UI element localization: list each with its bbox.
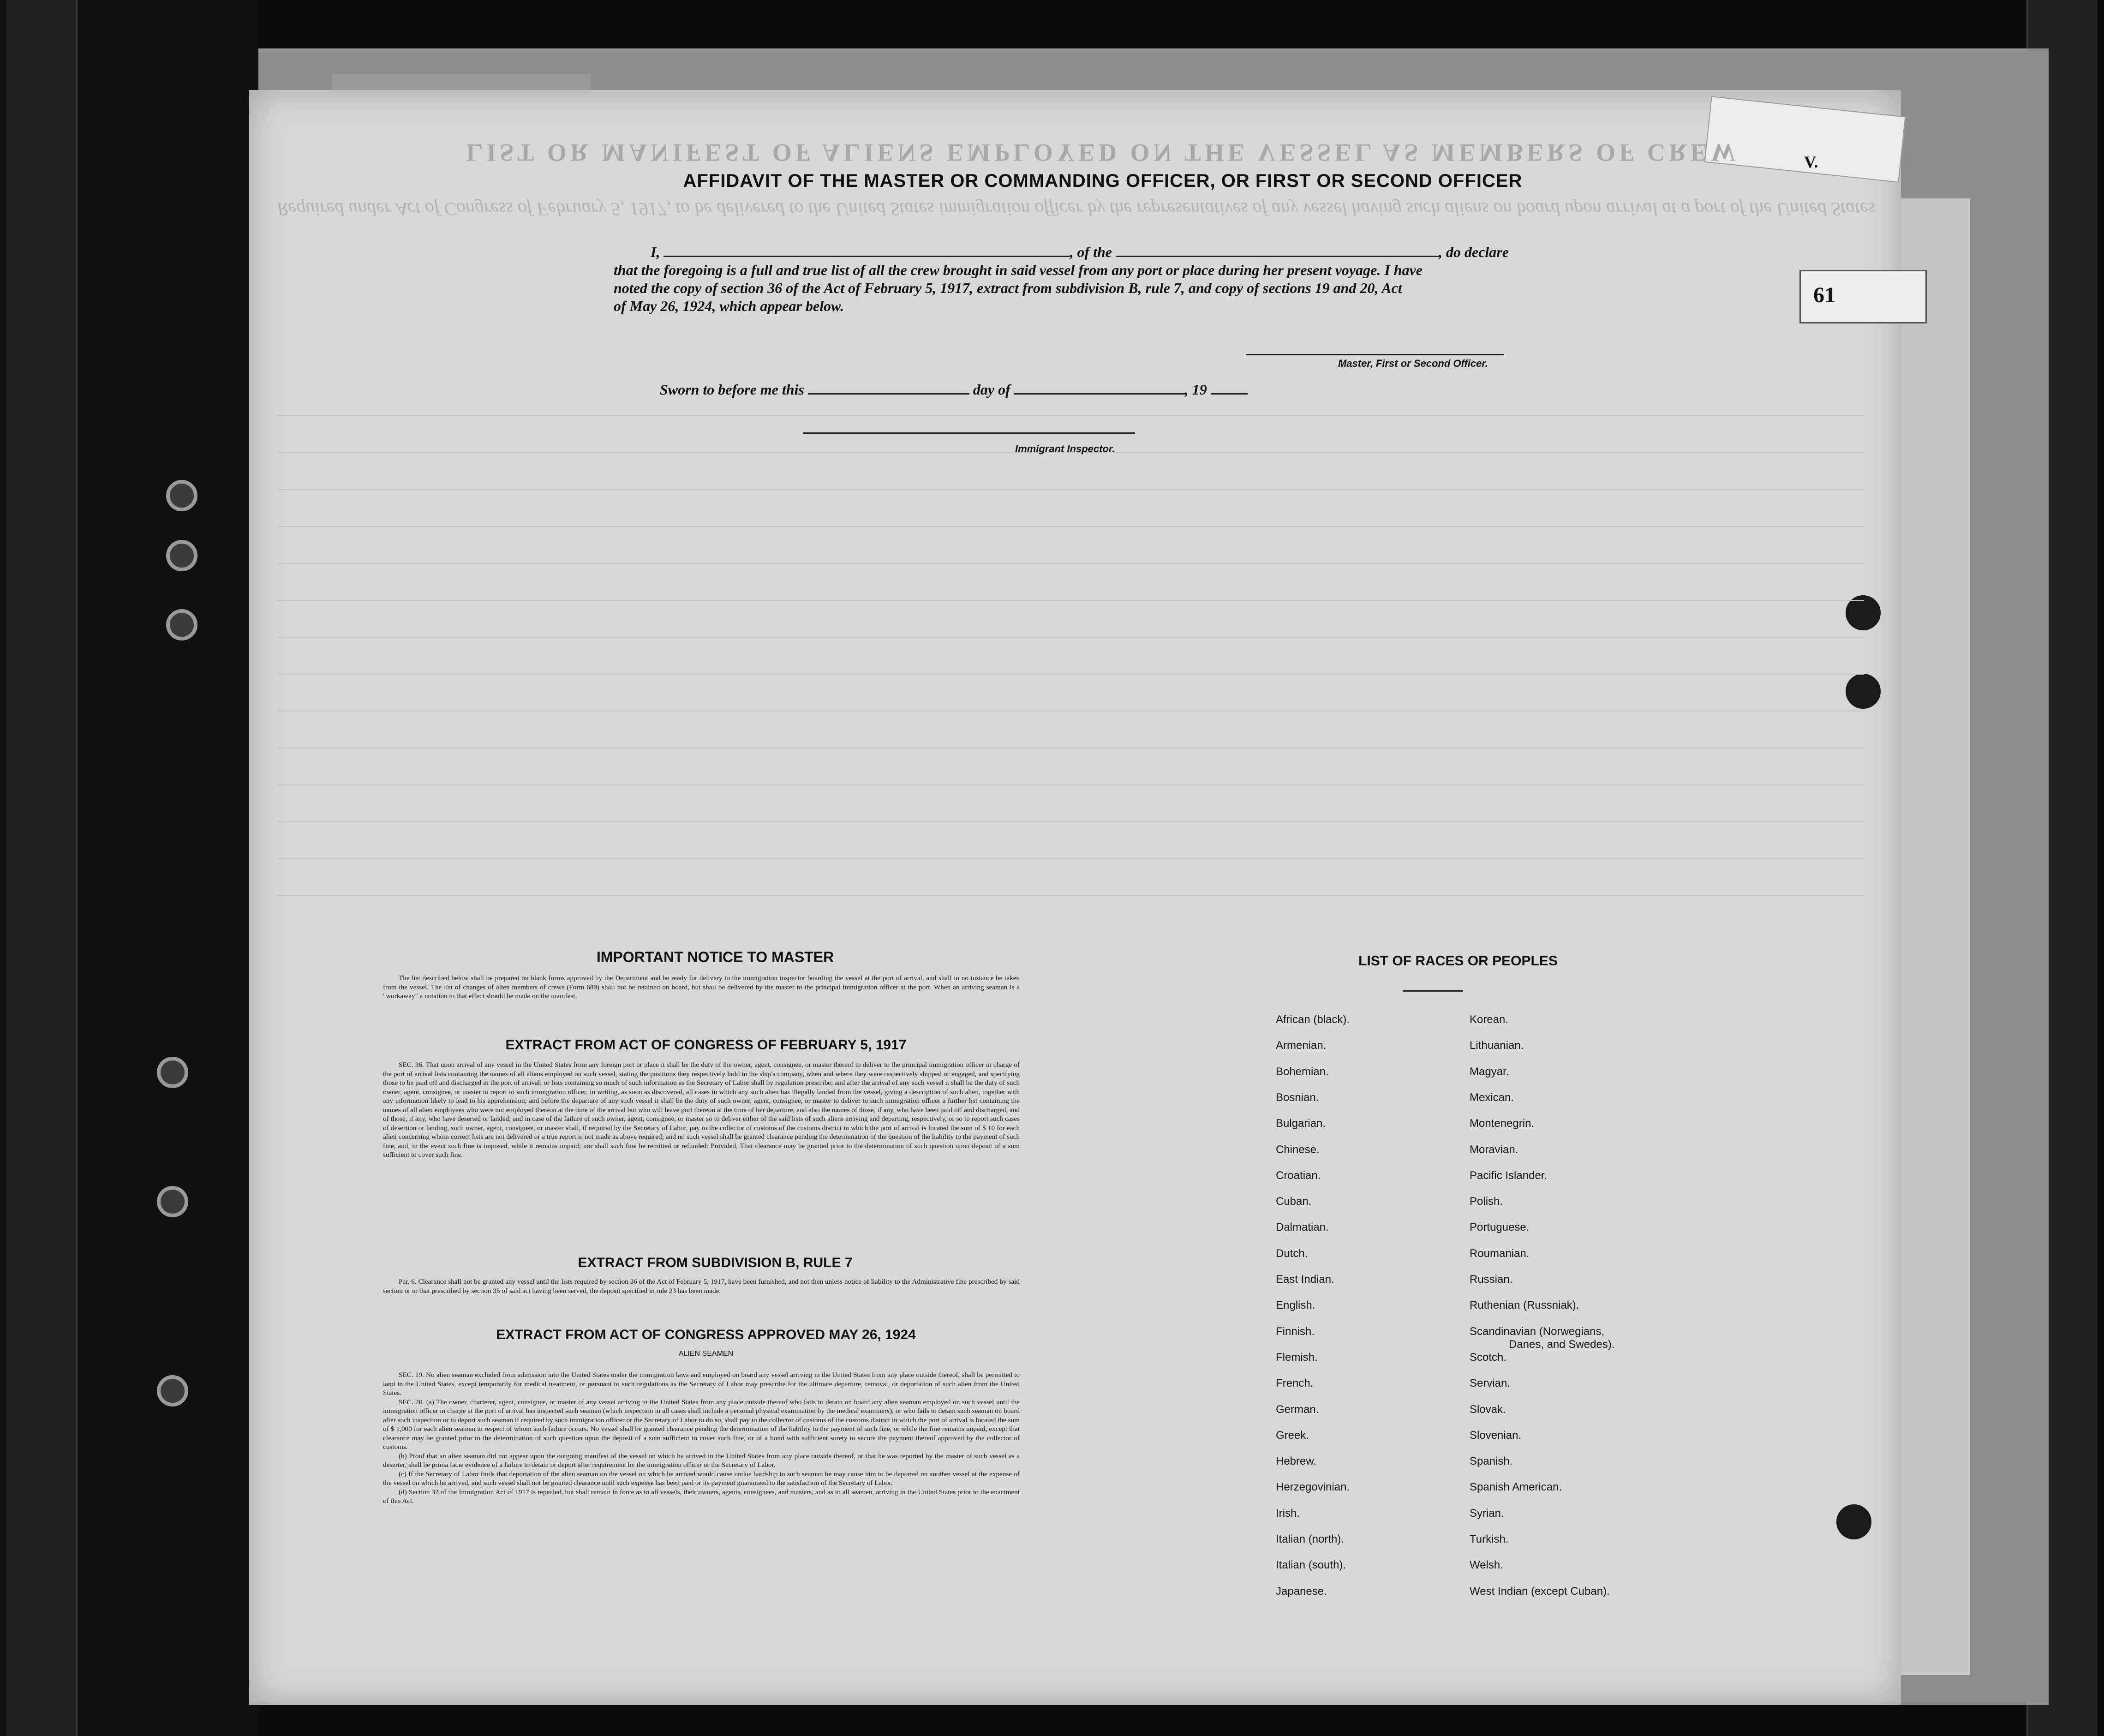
binding-hole-icon <box>157 1375 188 1407</box>
race-item: Servian. <box>1470 1377 1511 1390</box>
affidavit-line-4: of May 26, 1924, which appear below. <box>614 298 844 314</box>
affidavit-text: , of the <box>1070 244 1112 260</box>
race-item: Finnish. <box>1276 1325 1315 1338</box>
page-number: 61 <box>1813 283 1835 307</box>
section-19-paragraph: SEC. 19. No alien seaman excluded from admission into the United States under the immigration laws and employed on board any vessel arriving in the United States from any place outside thereof, shall be permitted to land in the United States, except temporarily for medical treatment, or pursuant to such regulations as the Secretary of Labor may prescribe for the ultimate departure, removal, or deportation of such alien from the United States. <box>383 1371 1020 1397</box>
extract-1924-body <box>383 1371 1020 1506</box>
inspector-caption: Immigrant Inspector. <box>1015 443 1115 455</box>
race-item: Cuban. <box>1276 1195 1312 1208</box>
race-item: Armenian. <box>1276 1039 1327 1052</box>
extract-1917-title: EXTRACT FROM ACT OF CONGRESS OF FEBRUARY 5, 1917 <box>505 1037 907 1053</box>
race-item: Montenegrin. <box>1470 1117 1535 1130</box>
vessel-blank[interactable] <box>1116 244 1439 257</box>
affidavit-line-2 <box>614 262 1423 279</box>
race-item: Korean. <box>1470 1013 1509 1026</box>
race-item: Spanish American. <box>1470 1481 1562 1494</box>
extract-1924-subtitle: ALIEN SEAMEN <box>678 1350 734 1358</box>
binding-hole-icon <box>166 480 197 511</box>
sworn-text: Sworn to before me this <box>660 381 804 398</box>
race-item: Dutch. <box>1276 1247 1308 1260</box>
sworn-text: , 19 <box>1184 381 1207 398</box>
section-36-paragraph: SEC. 36. That upon arrival of any vessel in the United States from any foreign port or place it shall be the duty of the owner, agent, consignee, or master thereof to deliver to the principal immigration officer in charge of the port of arrival lists containing the names of all aliens employed on such vessel, stating the positions they respectively hold in the ship's company, when and where they were respectively shipped or engaged, and specifying those to be paid off and discharged in the port of arrival; or lists containing so much of such information as the Secretary of Labor shall by regulation prescribe; and after the arrival of any such vessel it shall be the duty of such owner, agent, consignee, or master to report to such immigration officer, in writing, as soon as discovered, all cases in which any such alien has illegally landed from the vessel, giving a description of such alien, together with any information likely to lead to his apprehension; and before the departure of any such vessel it shall be the duty of such owner, agent, consignee, or master to deliver to such immigration officer a further list containing the names of all alien employees who were not employed thereon at the time of the arrival but who will leave port thereon at the time of her departure, and also the names of those, if any, who have been paid off and discharged, and of those, if any, who have deserted or landed; and in case of the failure of such owner, agent, consignee, or master so to deliver either of the said lists of such aliens arriving and departing, respectively, or so to report such cases of desertion or landing, such owner, agent, consignee, or master shall, if required by the Secretary of Labor, pay to the collector of customs of the customs district in which the port of arrival is located the sum of $ 10 for each alien concerning whom correct lists are not delivered or a true report is not made as above required; and no such vessel shall be granted clearance pending the determination of the question of the liability to the payment of such fine, and, in the event such fine is imposed, while it remains unpaid; nor shall such fine be remitted or refunded: Provided, That clearance may be granted prior to the determination of such question upon deposit of a sum sufficient to cover such fine. <box>383 1061 1020 1159</box>
date-year-blank[interactable] <box>1211 381 1248 395</box>
race-item: Hebrew. <box>1276 1455 1317 1468</box>
extract-rule7-body <box>383 1277 1020 1295</box>
race-item: Turkish. <box>1470 1533 1509 1545</box>
race-item: Lithuanian. <box>1470 1039 1524 1052</box>
notice-title: IMPORTANT NOTICE TO MASTER <box>596 949 834 965</box>
race-item: Irish. <box>1276 1507 1300 1520</box>
affidavit-text: I, <box>651 244 660 260</box>
race-item: French. <box>1276 1377 1314 1390</box>
affidavit-line-3: noted the copy of section 36 of the Act of February 5, 1917, extract from subdivision B, rule 7, and copy of sections 19 and 20, Act <box>614 280 1402 296</box>
race-item: African (black). <box>1276 1013 1350 1026</box>
sheet-right-edge <box>1901 198 1970 1675</box>
top-edge-stamp <box>332 74 591 92</box>
section-20b-paragraph: (b) Proof that an alien seaman did not appear upon the outgoing manifest of the vessel on which he arrived in the United States from any place outside thereof, or that he was reported by the master of such vessel as a deserter, shall be prima facie evidence of a failure to detain or deport after requirement by the immigration officer or the Secretary of Labor. <box>383 1452 1020 1469</box>
race-item: Mexican. <box>1470 1091 1514 1104</box>
binding-hole-icon <box>1836 1504 1871 1539</box>
sworn-line <box>660 381 1248 398</box>
race-item: Japanese. <box>1276 1585 1327 1598</box>
master-signature-line[interactable] <box>1246 354 1504 355</box>
name-blank[interactable] <box>663 244 1070 257</box>
rule7-paragraph: Par. 6. Clearance shall not be granted any vessel until the lists required by section 36 of the Act of February 5, 1917, have been furnished, and not then unless notice of liability to the Administrative fine prescribed by said section or to that prescribed by section 35 of said act having been served, the deposit specified in rule 23 has been made. <box>383 1278 1020 1295</box>
binding-hole-icon <box>157 1186 188 1217</box>
races-title: LIST OF RACES OR PEOPLES <box>1358 953 1558 969</box>
notice-body <box>383 974 1020 1001</box>
race-item: Dalmatian. <box>1276 1221 1329 1234</box>
section-20c-paragraph: (c) If the Secretary of Labor finds that deportation of the alien seaman on the vessel on which he arrived would cause undue hardship to such seaman he may cause him to be deported on another vessel at the expense of the vessel on which he arrived, and such vessel shall not be granted clearance until such expense has been paid or its payment guaranteed to the satisfaction of the Secretary of Labor. <box>383 1470 1020 1487</box>
race-item: Greek. <box>1276 1429 1309 1442</box>
race-item: English. <box>1276 1299 1315 1312</box>
binding-hole-icon <box>166 540 197 571</box>
race-item: Italian (south). <box>1276 1559 1346 1572</box>
section-20a-paragraph: SEC. 20. (a) The owner, charterer, agent, consignee, or master of any vessel arriving in the United States from any place outside thereof who fails to detain on board any alien seaman employed on such vessel until the immigration officer in charge at the port of arrival has inspected such seaman (which inspection in all cases shall include a personal physical examination by the medical examiners), or who fails to detain such seaman on board after such inspection or to deport such seaman if required by such immigration officer or the Secretary of Labor to do so, shall pay to the collector of customs of the customs district in which the port of arrival is located the sum of $ 1,000 for each alien seaman in respect of whom such failure occurs. No vessel shall be granted clearance pending the determination of the liability to the payment of such fine, or while the fine remains unpaid, except that clearance may be granted prior to the determination of such question upon the deposit of a sum sufficient to cover such fine, or of a bond with sufficient surety to secure the payment thereof approved by the collector of customs. <box>383 1398 1020 1451</box>
notice-paragraph: The list described below shall be prepared on blank forms approved by the Department and be ready for delivery to the immigration inspector boarding the vessel at the port of arrival, and shall in no instance be taken from the vessel. The list of changes of alien members of crews (Form 689) shall not be retained on board, but shall be delivered by the master to the principal immigration officer at the port. When an arriving seaman is a "workaway" a notation to that effect should be made on the manifest. <box>383 974 1020 1000</box>
master-caption: Master, First or Second Officer. <box>1338 358 1488 369</box>
race-item: Slovak. <box>1470 1403 1506 1416</box>
race-item: Scandinavian (Norwegians, <box>1470 1325 1605 1338</box>
race-item: Croatian. <box>1276 1169 1321 1182</box>
date-day-blank[interactable] <box>808 381 969 395</box>
inspector-signature-line[interactable] <box>803 432 1135 434</box>
scrap-mark: V. <box>1804 153 1818 171</box>
race-item: Portuguese. <box>1470 1221 1530 1234</box>
left-film-strip <box>6 0 78 1736</box>
bleed-through-subheader: Required under Act of Congress of February 5, 1917, to be delivered to the United States immigration officer by the representatives of any vessel having such aliens on board upon arrival at a port of the United States <box>277 199 1876 220</box>
races-title-rule <box>1403 990 1463 992</box>
race-item: Pacific Islander. <box>1470 1169 1548 1182</box>
race-item: Bosnian. <box>1276 1091 1319 1104</box>
extract-rule7-title: EXTRACT FROM SUBDIVISION B, RULE 7 <box>578 1255 853 1270</box>
race-item: Scotch. <box>1470 1351 1507 1364</box>
race-item: Roumanian. <box>1470 1247 1530 1260</box>
race-item: Ruthenian (Russniak). <box>1470 1299 1579 1312</box>
race-item: Welsh. <box>1470 1559 1503 1572</box>
race-item: Italian (north). <box>1276 1533 1345 1545</box>
affidavit-text: that the foregoing is a full and true list of all the crew brought in said vessel from any port or place during her present voyage. <box>614 262 1381 278</box>
extract-1924-title: EXTRACT FROM ACT OF CONGRESS APPROVED MAY 26, 1924 <box>496 1327 916 1342</box>
race-item: Chinese. <box>1276 1143 1320 1156</box>
binding-hole-icon <box>166 609 197 641</box>
race-item: Moravian. <box>1470 1143 1518 1156</box>
binding-hole-icon <box>157 1057 188 1088</box>
race-item: Slovenian. <box>1470 1429 1522 1442</box>
race-item: Danes, and Swedes). <box>1509 1338 1615 1351</box>
race-item: East Indian. <box>1276 1273 1334 1286</box>
date-month-blank[interactable] <box>1014 381 1185 395</box>
race-item: Polish. <box>1470 1195 1503 1208</box>
race-item: Spanish. <box>1470 1455 1513 1468</box>
race-item: Bohemian. <box>1276 1065 1329 1078</box>
affidavit-title: AFFIDAVIT OF THE MASTER OR COMMANDING OFFICER, OR FIRST OR SECOND OFFICER <box>683 171 1523 191</box>
race-item: Russian. <box>1470 1273 1513 1286</box>
sworn-text: day of <box>973 381 1010 398</box>
affidavit-text: I have <box>1384 262 1423 278</box>
race-item: Herzegovinian. <box>1276 1481 1350 1494</box>
affidavit-line-1 <box>651 244 1509 261</box>
race-item: Syrian. <box>1470 1507 1504 1520</box>
extract-1917-body <box>383 1060 1020 1160</box>
race-item: West Indian (except Cuban). <box>1470 1585 1610 1598</box>
section-20d-paragraph: (d) Section 32 of the Immigration Act of 1917 is repealed, but shall remain in force as to all vessels, their owners, agents, consignees, and masters, and as to all seamen, arriving in the United States prior to the enactment of this Act. <box>383 1488 1020 1505</box>
bleed-through-header: LIST OR MANIFEST OF ALIENS EMPLOYED ON THE VESSEL AS MEMBERS OF CREW <box>466 139 1739 167</box>
affidavit-text: , do declare <box>1439 244 1509 260</box>
race-item: Bulgarian. <box>1276 1117 1326 1130</box>
race-item: German. <box>1276 1403 1319 1416</box>
race-item: Magyar. <box>1470 1065 1509 1078</box>
race-item: Flemish. <box>1276 1351 1318 1364</box>
